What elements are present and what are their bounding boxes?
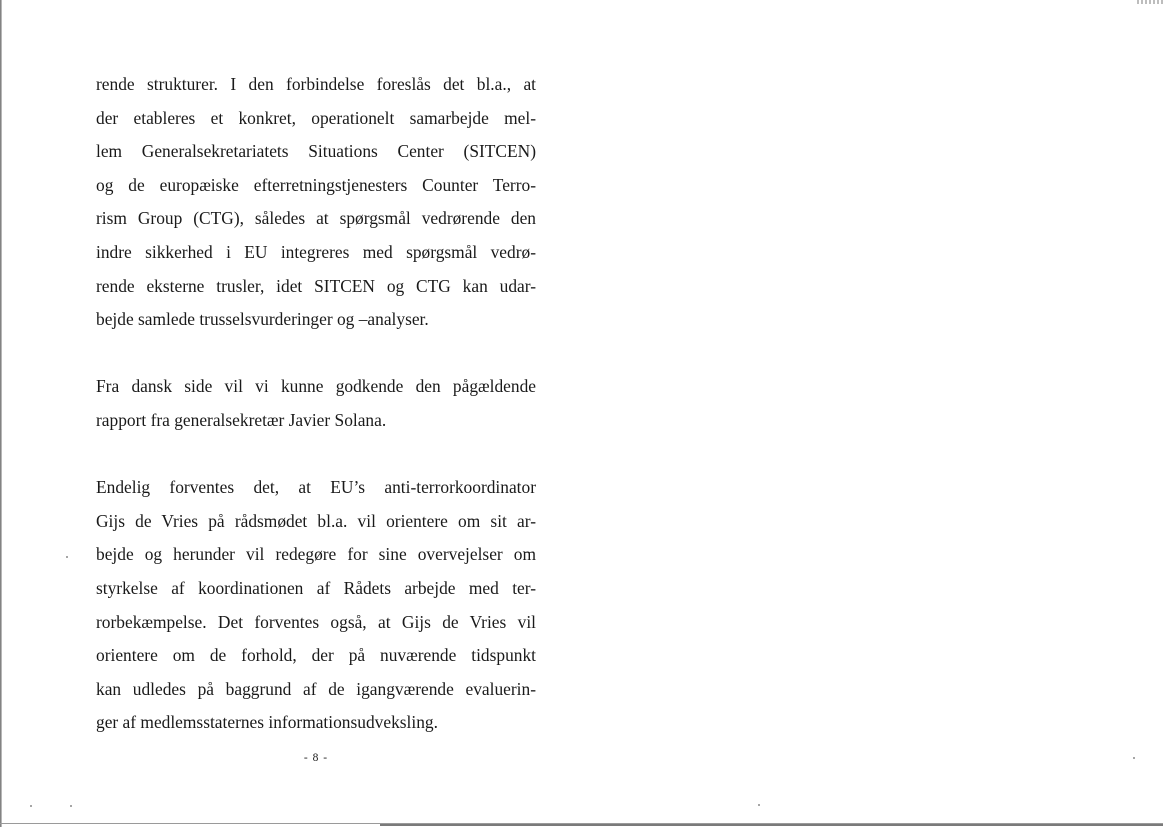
text-line: bejde og herunder vil redegøre for sine overvejelser om — [96, 544, 536, 565]
text-line: styrkelse af koordinationen af Rådets arbejde med ter- — [96, 577, 536, 598]
text-line: rende eksterne trusler, idet SITCEN og CTG kan udar- — [96, 275, 536, 296]
text-line: lem Generalsekretariatets Situations Center (SITCEN) — [96, 141, 536, 162]
text-line: rende strukturer. I den forbindelse foreslås det bl.a., at — [96, 74, 536, 94]
page-number: - 8 - — [303, 752, 329, 764]
text-line: ger af medlemsstaternes informationsudveksling. — [96, 712, 438, 733]
text-line: indre sikkerhed i EU integreres med spørgsmål vedrø- — [96, 241, 536, 262]
scan-speck — [1133, 757, 1135, 759]
text-line: rism Group (CTG), således at spørgsmål vedrørende den — [96, 208, 536, 229]
paragraph-sitcen-ctg — [96, 68, 536, 337]
text-line: orientere om de forhold, der på nuværende tidspunkt — [96, 645, 536, 666]
text-line: rapport fra generalsekretær Javier Solana. — [96, 409, 387, 430]
text-line: Fra dansk side vil vi kunne godkende den pågældende — [96, 376, 536, 397]
paragraph-danish-position — [96, 370, 536, 437]
text-line: Gijs de Vries på rådsmødet bl.a. vil orientere om sit ar- — [96, 510, 536, 531]
text-line: og de europæiske efterretningstjenesters Counter Terro- — [96, 174, 536, 195]
text-line: Endelig forventes det, at EU’s anti-terrorkoordinator — [96, 477, 536, 498]
scan-speck — [70, 805, 72, 807]
scan-speck — [30, 805, 32, 807]
paragraph-counter-terrorism-coordinator — [96, 471, 536, 740]
text-line: kan udledes på baggrund af de igangværende evaluerin- — [96, 678, 536, 699]
scan-corner-noise — [1137, 0, 1163, 4]
scan-bottom-edge-shadow — [380, 824, 1163, 826]
scan-left-edge — [0, 0, 2, 827]
text-line: rorbekæmpelse. Det forventes også, at Gijs de Vries vil — [96, 611, 536, 632]
text-line: der etableres et konkret, operationelt samarbejde mel- — [96, 107, 536, 128]
scan-speck — [758, 804, 760, 806]
scan-speck — [66, 556, 68, 558]
text-column — [96, 68, 536, 740]
text-line: bejde samlede trusselsvurderinger og –analyser. — [96, 309, 429, 330]
